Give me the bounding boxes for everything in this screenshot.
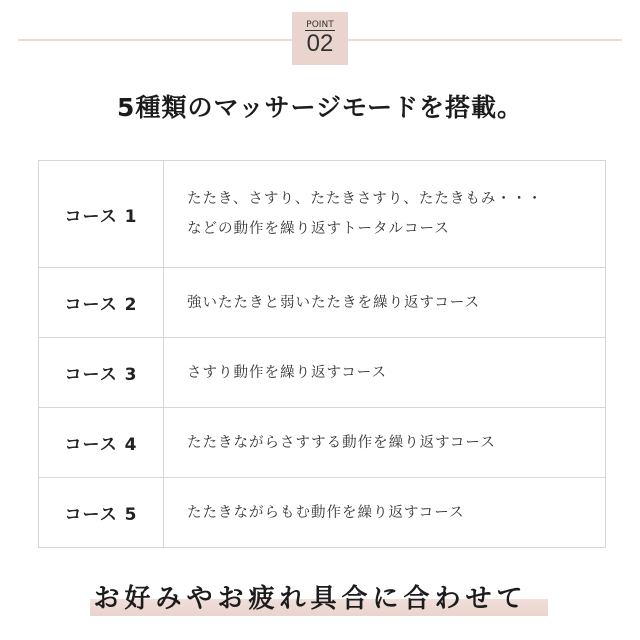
table-row [39,338,606,408]
course-description: 強いたたきと弱いたたきを繰り返すコース [164,268,606,338]
section-title: 5種類のマッサージモードを搭載。 [117,93,523,122]
point-badge [292,12,348,65]
course-name: コース 5 [39,478,164,548]
course-description: さすり動作を繰り返すコース [164,338,606,408]
point-label: POINT [306,20,334,30]
course-description: たたきながらさすする動作を繰り返すコース [164,408,606,478]
subtitle-block [73,572,548,616]
course-table [38,160,606,548]
subtitle: お好みやお疲れ具合に合わせて [93,584,528,614]
course-name: コース 2 [39,268,164,338]
course-description: たたきながらもむ動作を繰り返すコース [164,478,606,548]
table-row [39,478,606,548]
course-name: コース 4 [39,408,164,478]
table-row [39,408,606,478]
desc-line: たたき、さすり、たたきさすり、たたきもみ・・・ [187,191,543,207]
course-name: コース 1 [39,161,164,268]
point-number: 02 [306,30,334,57]
desc-line: などの動作を繰り返すトータルコース [187,221,450,237]
table-row [39,161,606,268]
table-row [39,268,606,338]
course-name: コース 3 [39,338,164,408]
course-description [164,161,606,268]
